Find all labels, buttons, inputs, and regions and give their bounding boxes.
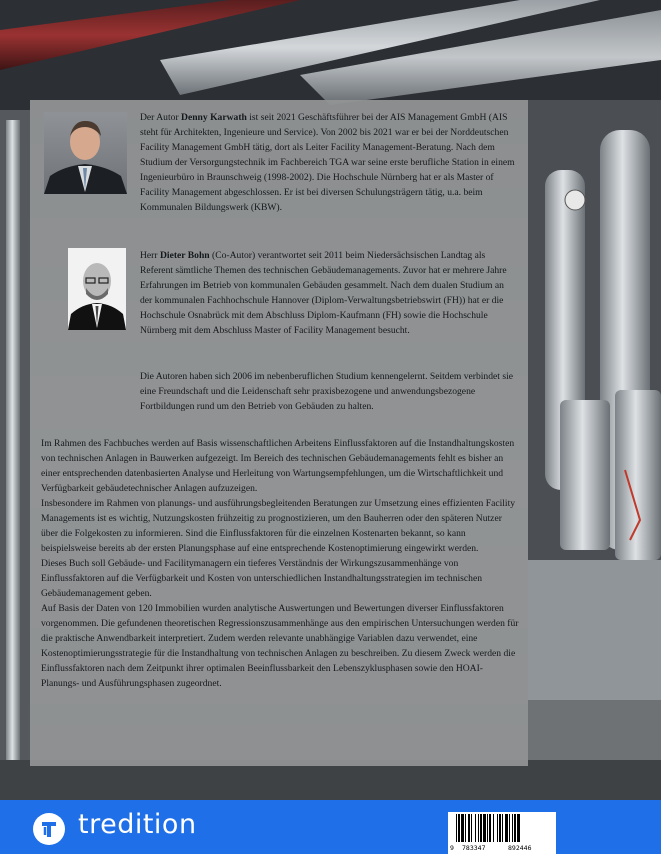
description-paragraph: Insbesondere im Rahmen von planungs- und ausführungsbegleitenden Beratungen zur Umsetzung eines effizienten Facility Managements ist es wichtig, Nutzungskosten frühzeitig zu prognostizieren, um den Bauherren oder den späteren Nutzer über die Folgekosten zu informieren. Sind die Einflussfaktoren für die einzelnen Kostenarten bekannt, so kann beispielsweise bereits ab der ersten Planungsphase auf eine entsprechende Kostenoptimierung eingewirkt werden.: [41, 498, 516, 554]
author-photo-denny-karwath: [44, 112, 127, 194]
barcode-bar: [458, 814, 460, 842]
barcode-bar: [456, 814, 457, 842]
barcode-bar: [497, 814, 498, 842]
barcode-bar: [512, 814, 513, 842]
barcode-bar: [480, 814, 482, 842]
barcode-digits-right: 892446: [508, 844, 532, 852]
barcode-digits-left: 783347: [462, 844, 486, 852]
tredition-logo-icon: [33, 813, 65, 845]
barcode-bar: [478, 814, 479, 842]
barcode-bar: [468, 814, 470, 842]
authors-together-text: Die Autoren haben sich 2006 im nebenberuflichen Studium kennengelernt. Seitdem verbindet sie eine Freundschaft und die Leidenschaft sehr praxisbezogene und anwendungsbezogene Fortbildungen rund um den Betrieb von Gebäuden zu halten.: [140, 371, 513, 412]
barcode-bar: [509, 814, 510, 842]
isbn-barcode: [448, 812, 556, 854]
barcode-bar: [493, 814, 494, 842]
barcode-bar: [499, 814, 501, 842]
author2-name: Dieter Bohn: [159, 250, 210, 261]
publisher-bar: [0, 800, 661, 854]
barcode-bar: [471, 814, 472, 842]
barcode-bar: [483, 814, 486, 842]
barcode-bar: [505, 814, 508, 842]
author1-bio: Der Autor Denny Karwath ist seit 2021 Geschäftsführer bei der AIS Management GmbH (AIS steht für Architekten, Ingenieure und Service). Von 2002 bis 2021 war er bei der Norddeutschen Facility Management GmbH tätig, dort als Leiter Facility Management-Beratung. Nach dem Studium der Versorgungstechnik im Fachbereich TGA war seine erste berufliche Station in einem Ingenieurbüro in Braunschweig (1998-2002). Die Hochschule Nürnberg hat er als Master of Facility Management abgeschlossen. Er ist bei diversen Schulungsträgern tätig, u.a. beim Kommunalen Bildungswerk (KBW).: [140, 112, 515, 213]
barcode-bar: [475, 814, 476, 842]
back-cover-text-panel: [30, 100, 528, 766]
barcode-bars: [448, 812, 556, 844]
barcode-digit-prefix: 9: [450, 844, 454, 852]
barcode-bar: [517, 814, 520, 842]
barcode-bar: [487, 814, 488, 842]
publisher-logo-text: tredition: [78, 809, 197, 840]
author2-bio: Herr Dieter Bohn (Co-Autor) verantwortet seit 2011 beim Niedersächsischen Landtag als Referent sämtliche Themen des technischen Gebäudemanagements. Zuvor hat er mehrere Jahre Erfahrungen im Betrieb von kommunalen Gebäuden gesammelt. Nach dem dualen Studium an der kommunalen Fachhochschule Hannover (Diplom-Verwaltungsbetriebswirt (FH)) hat er die Hochschule Osnabrück mit dem Abschluss Diplom-Kaufmann (FH) sowie die Hochschule Nürnberg mit dem Abschluss Master of Facility Management besucht.: [140, 250, 507, 336]
author-photo-dieter-bohn: [68, 248, 126, 330]
description-paragraph: Dieses Buch soll Gebäude- und Facilitymanagern ein tieferes Verständnis der Wirkungszusammenhänge von Einflussfaktoren auf die Verfügbarkeit und Kosten von unterschiedlichen Instandhaltungsstrategien im technischen Gebäudemanagement geben.: [41, 558, 483, 599]
barcode-bar: [502, 814, 503, 842]
book-description: [41, 436, 520, 691]
author1-name: Denny Karwath: [181, 112, 247, 123]
description-paragraph: Auf Basis der Daten von 120 Immobilien wurden analytische Auswertungen und Bewertungen diverser Einflussfaktoren vorgenommen. Die gefundenen theoretischen Regressionszusammenhänge aus den empirischen Untersuchungen werden für die praktische Anwendbarkeit interpretiert. Zudem werden relevante unabhängige Variablen dazu verwendet, eine Kostenoptimierungsstrategie für die Instandhaltung von technischen Anlagen zu beschreiben. Zu diesem Zweck werden die Einflussfaktoren nach dem Zeitpunkt ihrer optimalen Beeinflussbarkeit den Lebenszyklusphasen sowie den HOAI-Planungs- und Ausführungsphasen zugeordnet.: [41, 603, 519, 689]
barcode-bar: [461, 814, 464, 842]
description-paragraph: Im Rahmen des Fachbuches werden auf Basis wissenschaftlichen Arbeitens Einflussfaktoren auf die Instandhaltungskosten von technischen Anlagen in Bauwerken aufgezeigt. Im Bereich des technischen Gebäudemanagements fehlt es bisher an einer entsprechenden datenbasierten Analyse und Herleitung von Wartungsempfehlungen, um die Wirtschaftlichkeit und Verfügbarkeit gebäudetechnischer Anlagen aufzuzeigen.: [41, 438, 515, 494]
barcode-bar: [514, 814, 516, 842]
barcode-bar: [489, 814, 491, 842]
barcode-bar: [465, 814, 466, 842]
